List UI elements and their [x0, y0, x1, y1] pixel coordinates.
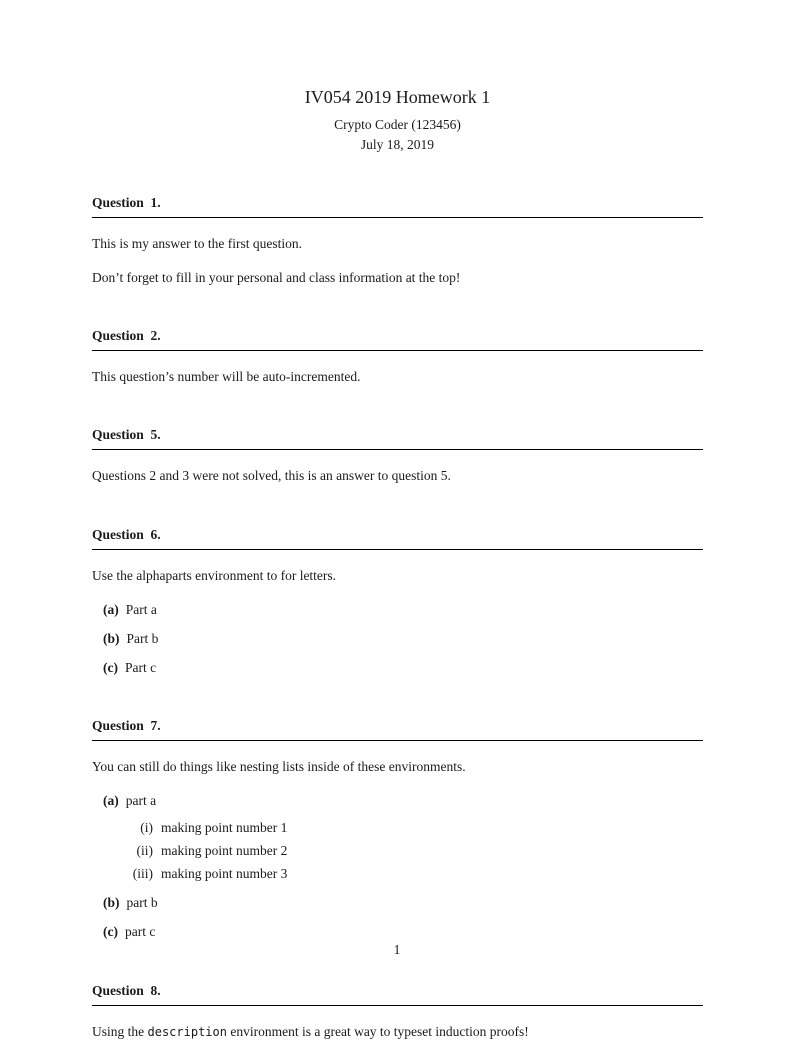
question-6-paragraph-1: Use the alphaparts environment to for letters. — [92, 567, 337, 583]
question-6-alpha-list — [92, 602, 703, 677]
subitem-text: making point number 1 — [161, 819, 288, 835]
list-item — [92, 602, 703, 618]
question-5-paragraph-1: Questions 2 and 3 were not solved, this is an answer to question 5. — [92, 468, 451, 484]
question-7-roman-sublist — [92, 820, 703, 883]
item-label: (b) — [103, 895, 120, 911]
subitem-label: (i) — [140, 819, 153, 835]
item-label: (c) — [103, 660, 118, 676]
item-text: part a — [125, 793, 157, 809]
inline-code-description: description — [147, 1024, 227, 1039]
question-5-heading: Question 5. — [92, 427, 703, 450]
item-text: part c — [124, 924, 156, 940]
question-7-section — [92, 718, 703, 940]
subitem-text: making point number 2 — [161, 842, 288, 858]
question-2-heading: Question 2. — [92, 328, 703, 351]
paragraph-text-before: Using the — [92, 1023, 148, 1039]
subitem-label: (iii) — [132, 866, 153, 882]
question-7-paragraph-1: You can still do things like nesting lists inside of these environments. — [92, 759, 466, 775]
subitem-text: making point number 3 — [161, 866, 288, 882]
subitem-label: (ii) — [136, 842, 153, 858]
document-date: July 18, 2019 — [360, 136, 435, 152]
question-1-heading: Question 1. — [92, 195, 703, 218]
page-number: 1 — [393, 942, 401, 957]
question-8-section — [92, 983, 703, 1040]
item-text: Part b — [126, 630, 159, 646]
question-7-heading: Question 7. — [92, 718, 703, 741]
question-6-heading: Question 6. — [92, 527, 703, 550]
question-1-section — [92, 195, 703, 286]
question-5-section — [92, 427, 703, 484]
question-6-section — [92, 527, 703, 677]
list-item — [92, 660, 703, 676]
question-1-paragraph-1: This is my answer to the first question. — [92, 235, 302, 251]
item-text: part b — [126, 895, 158, 911]
question-7-alpha-list — [92, 793, 703, 940]
sublist-item — [92, 820, 703, 836]
item-label: (b) — [103, 630, 120, 646]
list-item — [92, 924, 703, 940]
item-label: (a) — [103, 793, 119, 809]
item-label: (c) — [103, 924, 118, 940]
question-8-heading: Question 8. — [92, 983, 703, 1006]
sublist-item — [92, 843, 703, 859]
list-item — [92, 631, 703, 647]
sublist-item — [92, 866, 703, 882]
question-8-paragraph-1 — [92, 1024, 703, 1040]
item-text: Part a — [125, 601, 157, 617]
document-title: IV054 2019 Homework 1 — [304, 87, 491, 107]
document-header — [92, 88, 703, 153]
item-label: (a) — [103, 601, 119, 617]
question-2-paragraph-1: This question’s number will be auto-incremented. — [92, 369, 361, 385]
question-2-section — [92, 328, 703, 385]
question-1-paragraph-2: Don’t forget to fill in your personal and class information at the top! — [92, 269, 461, 285]
list-item — [92, 793, 703, 809]
item-text: Part c — [124, 660, 157, 676]
paragraph-text-after: environment is a great way to typeset induction proofs! — [226, 1023, 529, 1039]
document-author: Crypto Coder (123456) — [334, 116, 461, 132]
list-item — [92, 895, 703, 911]
